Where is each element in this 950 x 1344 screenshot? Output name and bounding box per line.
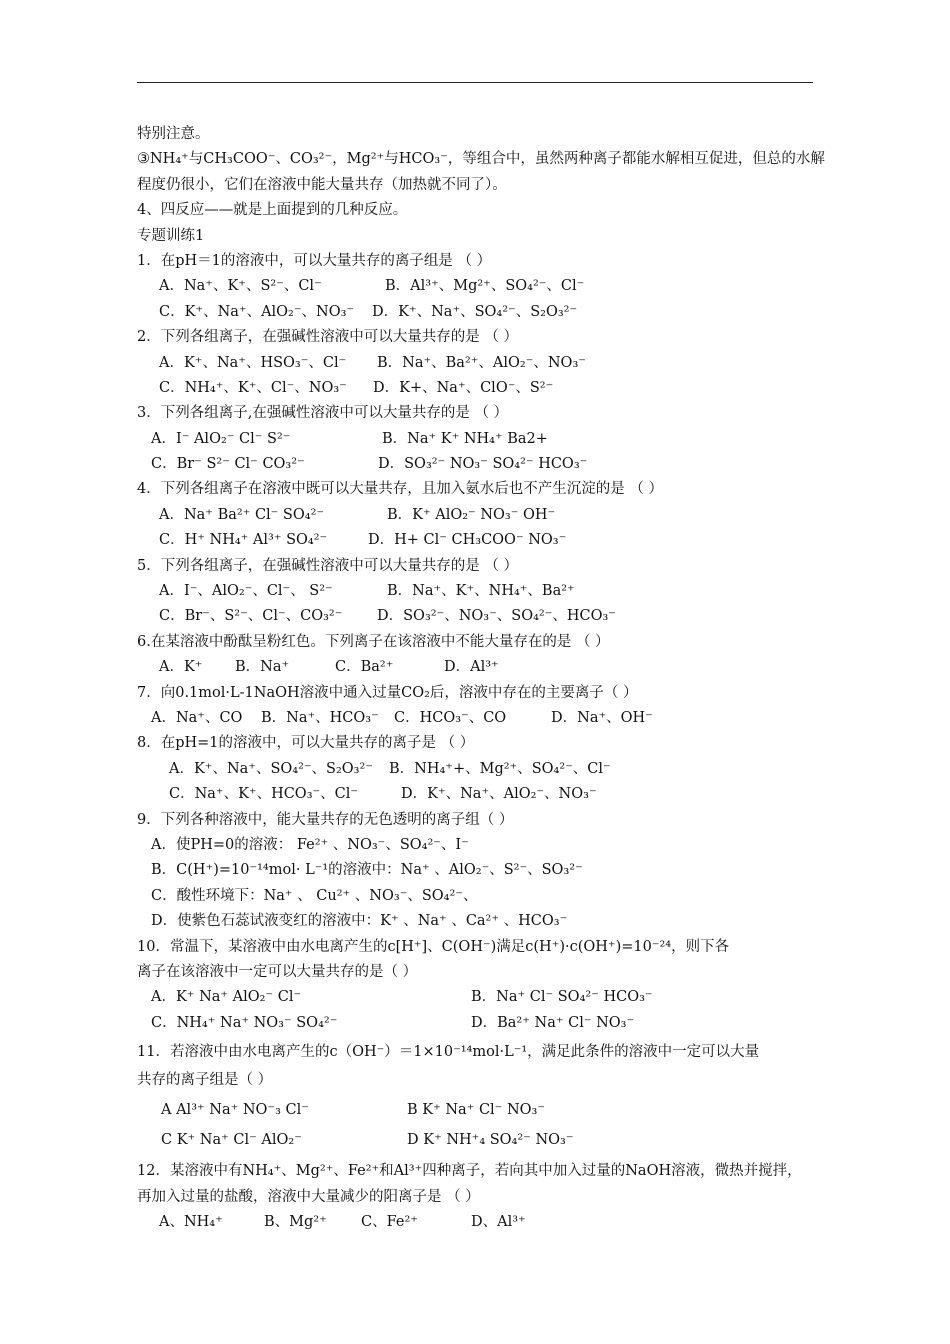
q7-option-c: C．HCO₃⁻、CO: [394, 709, 507, 726]
q12-option-a: A、NH₄⁺: [159, 1214, 223, 1231]
q7-option-a: A．Na⁺、CO: [151, 709, 243, 726]
q2-option-d: D．K+、Na⁺、ClO⁻、S²⁻: [373, 379, 554, 396]
question-3-options-row-1: [137, 427, 817, 452]
q5-option-a: A．I⁻、AlO₂⁻、Cl⁻、 S²⁻: [159, 583, 333, 600]
q8-option-c: C．Na⁺、K⁺、HCO₃⁻、Cl⁻: [169, 786, 359, 803]
question-5-options-row-2: [137, 604, 817, 629]
question-5-stem: 5．下列各组离子，在强碱性溶液中可以大量共存的是 （ ）: [137, 557, 518, 574]
q12-option-c: C、Fe²⁺: [361, 1214, 418, 1231]
q1-option-b: B．Al³⁺、Mg²⁺、SO₄²⁻、Cl⁻: [385, 278, 585, 295]
q10-option-c: C．NH₄⁺ Na⁺ NO₃⁻ SO₄²⁻: [151, 1014, 338, 1031]
question-11-options-row-1: [137, 1095, 817, 1125]
q2-option-a: A．K⁺、Na⁺、HSO₃⁻、Cl⁻: [159, 354, 347, 371]
q6-option-c: C．Ba²⁺: [335, 659, 394, 676]
q10-option-a: A．K⁺ Na⁺ AlO₂⁻ Cl⁻: [151, 989, 302, 1006]
question-4-options-row-2: [137, 528, 817, 553]
question-6-options: [137, 655, 817, 680]
intro-line-4: 4、四反应——就是上面提到的几种反应。: [137, 202, 408, 219]
question-2-options-row-2: [137, 376, 817, 401]
q9-option-b: B．C(H⁺)=10⁻¹⁴mol· L⁻¹的溶液中：Na⁺ 、AlO₂⁻、S²⁻、SO₃²⁻: [151, 862, 583, 879]
q7-option-b: B．Na⁺、HCO₃⁻: [261, 709, 379, 726]
document-page: [137, 122, 825, 1236]
question-8-options-row-1: [137, 757, 817, 782]
q9-option-a: A．使PH=0的溶液： Fe²⁺ 、NO₃⁻、SO₄²⁻、I⁻: [151, 836, 469, 853]
intro-line-1: 特别注意。: [137, 126, 210, 142]
intro-line-2: ③NH₄⁺与CH₃COO⁻、CO₃²⁻，Mg²⁺与HCO₃⁻，等组合中，虽然两种离子都能水解相互促进，但总的水解: [137, 151, 825, 168]
q3-option-a: A．I⁻ AlO₂⁻ Cl⁻ S²⁻: [151, 430, 291, 447]
question-3-stem: 3．下列各组离子,在强碱性溶液中可以大量共存的是 （ ）: [137, 405, 509, 422]
question-11-options-row-2: [137, 1125, 817, 1155]
q7-option-d: D．Na⁺、OH⁻: [551, 709, 653, 726]
q1-option-a: A．Na⁺、K⁺、S²⁻、Cl⁻: [159, 278, 322, 295]
question-8-stem: 8．在pH=1的溶液中，可以大量共存的离子是 （ ）: [137, 735, 475, 752]
section-title: 专题训练1: [137, 227, 205, 244]
question-10-stem-line-1: 10．常温下，某溶液中由水电离产生的c[H⁺]、C(OH⁻)满足c(H⁺)·c(OH⁺)=10⁻²⁴，则下各: [137, 938, 730, 955]
question-11-stem-line-2: 共存的离子组是（ ）: [137, 1072, 273, 1089]
question-10-stem-line-2: 离子在该溶液中一定可以大量共存的是（ ）: [137, 963, 418, 980]
question-4-options-row-1: [137, 503, 817, 528]
question-3-options-row-2: [137, 452, 817, 477]
q2-option-b: B．Na⁺、Ba²⁺、AlO₂⁻、NO₃⁻: [377, 354, 586, 371]
question-1-options-row-2: [137, 300, 817, 325]
question-1-stem: 1．在pH＝1的溶液中，可以大量共存的离子组是 （ ）: [137, 252, 492, 269]
q9-option-d: D．使紫色石蕊试液变红的溶液中：K⁺ 、Na⁺ 、Ca²⁺ 、HCO₃⁻: [151, 913, 568, 930]
question-2-stem: 2．下列各组离子，在强碱性溶液中可以大量共存的是 （ ）: [137, 329, 518, 346]
q4-option-d: D．H+ Cl⁻ CH₃COO⁻ NO₃⁻: [368, 532, 567, 549]
q4-option-b: B．K⁺ AlO₂⁻ NO₃⁻ OH⁻: [387, 506, 556, 523]
q5-option-b: B．Na⁺、K⁺、NH₄⁺、Ba²⁺: [387, 583, 575, 600]
question-11-stem-line-1: 11．若溶液中由水电离产生的c（OH⁻）＝1×10⁻¹⁴mol·L⁻¹，满足此条件的溶液中一定可以大量: [137, 1044, 760, 1061]
header-rule: [137, 82, 813, 83]
question-8-options-row-2: [137, 782, 817, 807]
question-10-options-row-1: [137, 985, 817, 1010]
q11-option-d: D K⁺ NH⁺₄ SO₄²⁻ NO₃⁻: [407, 1132, 574, 1149]
q3-option-b: B．Na⁺ K⁺ NH₄⁺ Ba2+: [382, 430, 548, 447]
question-4-stem: 4．下列各组离子在溶液中既可以大量共存，且加入氨水后也不产生沉淀的是 （ ）: [137, 481, 663, 498]
q11-option-a: A Al³⁺ Na⁺ NO⁻₃ Cl⁻: [161, 1102, 309, 1119]
question-9-stem: 9．下列各种溶液中，能大量共存的无色透明的离子组（ ）: [137, 811, 514, 828]
q3-option-d: D．SO₃²⁻ NO₃⁻ SO₄²⁻ HCO₃⁻: [378, 456, 588, 473]
q4-option-a: A．Na⁺ Ba²⁺ Cl⁻ SO₄²⁻: [159, 506, 325, 523]
question-12-stem-line-1: 12．某溶液中有NH₄⁺、Mg²⁺、Fe²⁺和Al³⁺四种离子，若向其中加入过量的NaOH溶液，微热并搅拌，: [137, 1163, 802, 1180]
q5-option-d: D．SO₃²⁻、NO₃⁻、SO₄²⁻、HCO₃⁻: [377, 608, 616, 625]
q12-option-d: D、Al³⁺: [471, 1214, 526, 1231]
question-7-options: [137, 706, 817, 731]
question-12-stem-line-2: 再加入过量的盐酸，溶液中大量减少的阳离子是 （ ）: [137, 1188, 480, 1205]
q2-option-c: C．NH₄⁺、K⁺、Cl⁻、NO₃⁻: [159, 379, 347, 396]
q6-option-a: A．K⁺: [159, 659, 203, 676]
q10-option-b: B．Na⁺ Cl⁻ SO₄²⁻ HCO₃⁻: [471, 989, 653, 1006]
question-7-stem: 7．向0.1mol·L-1NaOH溶液中通入过量CO₂后，溶液中存在的主要离子（ ）: [137, 684, 638, 701]
q3-option-c: C．Br⁻ S²⁻ Cl⁻ CO₃²⁻: [151, 456, 305, 473]
q8-option-a: A．K⁺、Na⁺、SO₄²⁻、S₂O₃²⁻: [169, 760, 373, 777]
q6-option-b: B．Na⁺: [235, 659, 290, 676]
q8-option-b: B．NH₄⁺+、Mg²⁺、SO₄²⁻、Cl⁻: [389, 760, 611, 777]
q11-option-b: B K⁺ Na⁺ Cl⁻ NO₃⁻: [407, 1102, 545, 1119]
question-12-options: [137, 1210, 817, 1235]
q1-option-c: C．K⁺、Na⁺、AlO₂⁻、NO₃⁻: [159, 303, 355, 320]
q9-option-c: C．酸性环境下：Na⁺ 、 Cu²⁺ 、NO₃⁻、SO₄²⁻、: [151, 887, 478, 904]
question-5-options-row-1: [137, 579, 817, 604]
q10-option-d: D．Ba²⁺ Na⁺ Cl⁻ NO₃⁻: [471, 1014, 635, 1031]
q5-option-c: C．Br⁻、S²⁻、Cl⁻、CO₃²⁻: [159, 608, 343, 625]
question-6-stem: 6.在某溶液中酚酞呈粉红色。下列离子在该溶液中不能大量存在的是 （ ）: [137, 633, 610, 650]
q12-option-b: B、Mg²⁺: [264, 1214, 327, 1231]
intro-line-3: 程度仍很小，它们在溶液中能大量共存（加热就不同了）。: [137, 176, 507, 193]
question-2-options-row-1: [137, 351, 817, 376]
question-10-options-row-2: [137, 1011, 817, 1036]
question-1-options-row-1: [137, 274, 817, 299]
q1-option-d: D．K⁺、Na⁺、SO₄²⁻、S₂O₃²⁻: [372, 303, 578, 320]
q4-option-c: C．H⁺ NH₄⁺ Al³⁺ SO₄²⁻: [159, 532, 328, 549]
q11-option-c: C K⁺ Na⁺ Cl⁻ AlO₂⁻: [161, 1132, 302, 1149]
q8-option-d: D．K⁺、Na⁺、AlO₂⁻、NO₃⁻: [401, 786, 597, 803]
q6-option-d: D．Al³⁺: [444, 659, 499, 676]
